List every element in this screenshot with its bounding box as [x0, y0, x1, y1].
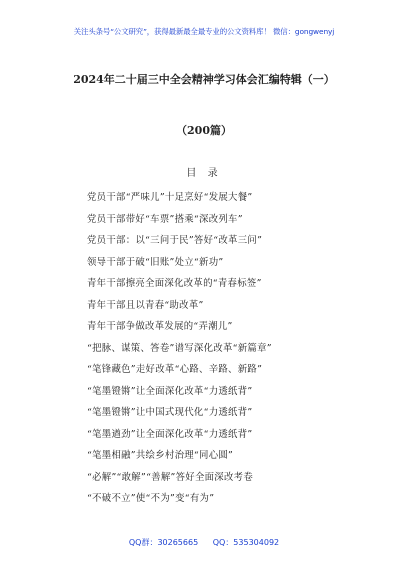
- toc-item[interactable]: “笔墨相融”共绘乡村治理“同心圆”: [87, 450, 234, 461]
- document-title: 2024年二十届三中全会精神学习体会汇编特辑（一）: [73, 73, 335, 86]
- header-promo-note: 关注头条号“公文研究”，获得最新最全最专业的公文资料库！ 微信：gongwenyj: [73, 27, 335, 36]
- toc-item[interactable]: 青年干部争做改革发展的“弄潮儿”: [87, 321, 233, 332]
- toc-item[interactable]: “笔墨镫锵”让全面深化改革“力透纸背”: [87, 385, 253, 397]
- toc-item[interactable]: “必解”“敢解”“善解”答好全面深改考卷: [87, 471, 254, 483]
- toc-item[interactable]: “不破不立”使“不为”变“有为”: [87, 493, 215, 504]
- toc-item[interactable]: “笔墨镫锵”让中国式现代化“力透纸背”: [87, 407, 253, 418]
- article-count: （200篇）: [176, 124, 232, 137]
- toc-item[interactable]: 领导干部于破“旧账”处立“新功”: [87, 256, 224, 268]
- toc-item[interactable]: 党员干部带好“车票”搭乘“深改列车”: [87, 213, 243, 225]
- toc-item[interactable]: 青年干部且以青春“助改革”: [87, 299, 204, 311]
- toc-item[interactable]: 党员干部：以“三问于民”答好“改革三问”: [87, 235, 263, 246]
- toc-heading: 目 录: [186, 168, 222, 179]
- toc-item[interactable]: 党员干部“严味儿”十足烹好“发展大餐”: [87, 192, 253, 203]
- footer-contact: [0, 537, 408, 548]
- toc-item[interactable]: 青年干部擦亮全面深化改革的“青春标签”: [87, 278, 262, 289]
- toc-item[interactable]: “笔墨遒劲”让全面深化改革“力透纸背”: [87, 428, 253, 440]
- toc-item[interactable]: “笔锋藏色”走好改革“心路、辛路、新路”: [87, 364, 263, 375]
- toc-item[interactable]: “把脉、谋策、答卷”谱写深化改革“新篇章”: [87, 342, 272, 354]
- toc-list: [87, 191, 272, 514]
- qq-number: QQ：535304092: [212, 538, 280, 547]
- qq-group-number: QQ群：30265665: [128, 538, 199, 547]
